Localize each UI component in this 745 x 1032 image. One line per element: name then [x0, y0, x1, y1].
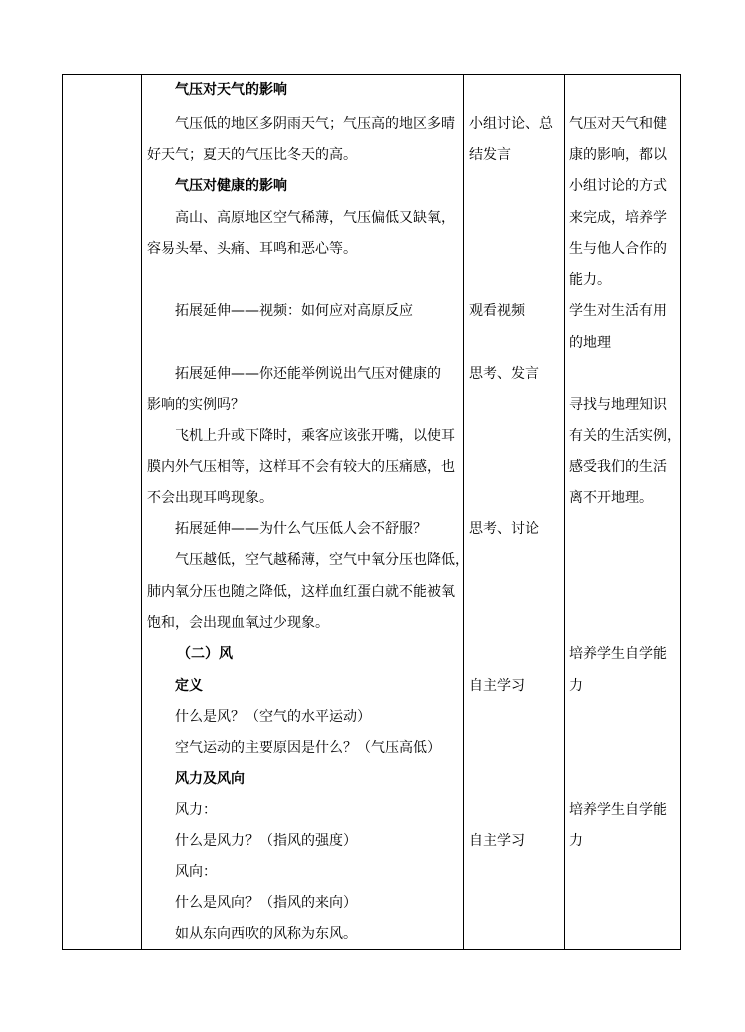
intent-text: 有关的生活实例，: [569, 428, 681, 444]
column-divider-1: [141, 75, 142, 949]
intent-text: 寻找与地理知识: [569, 397, 667, 413]
text-line: 容易头晕、头痛、耳鸣和恶心等。: [147, 241, 357, 257]
heading-force-direction: 风力及风向: [175, 771, 245, 787]
text-line: 高山、高原地区空气稀薄，气压偏低又缺氧，: [175, 210, 455, 226]
text-line: 饱和，会出现血氧过少现象。: [147, 615, 329, 631]
intent-text: 气压对天气和健: [569, 116, 667, 132]
text-line: 膜内外气压相等，这样耳不会有较大的压痛感，也: [147, 459, 455, 475]
activity-text: 结发言: [469, 147, 511, 163]
text-line: 什么是风力？（指风的强度）: [175, 833, 357, 849]
intent-text: 能力。: [569, 272, 611, 288]
heading-pressure-health: 气压对健康的影响: [175, 178, 287, 194]
text-line: 如从东向西吹的风称为东风。: [175, 926, 357, 942]
intent-text: 小组讨论的方式: [569, 178, 667, 194]
activity-text: 思考、发言: [469, 366, 539, 382]
text-line: 气压低的地区多阴雨天气；气压高的地区多晴: [175, 116, 455, 132]
text-line: 风力：: [175, 802, 217, 818]
activity-text: 观看视频: [469, 303, 525, 319]
intent-text: 培养学生自学能: [569, 802, 667, 818]
intent-text: 学生对生活有用: [569, 303, 667, 319]
intent-text: 生与他人合作的: [569, 241, 667, 257]
text-line: 拓展延伸——为什么气压低人会不舒服？: [175, 521, 427, 537]
intent-text: 培养学生自学能: [569, 646, 667, 662]
intent-text: 力: [569, 833, 583, 849]
activity-text: 思考、讨论: [469, 521, 539, 537]
text-line: 影响的实例吗？: [147, 397, 245, 413]
intent-text: 的地理: [569, 335, 611, 351]
activity-text: 自主学习: [469, 678, 525, 694]
heading-definition: 定义: [175, 678, 203, 694]
text-line: 飞机上升或下降时，乘客应该张开嘴，以使耳: [175, 428, 455, 444]
text-line: 肺内氧分压也随之降低，这样血红蛋白就不能被氧: [147, 584, 455, 600]
activity-text: 小组讨论、总: [469, 116, 553, 132]
intent-text: 康的影响，都以: [569, 147, 667, 163]
column-divider-2: [463, 75, 464, 949]
intent-text: 感受我们的生活: [569, 459, 667, 475]
text-line: 什么是风向？（指风的来向）: [175, 895, 357, 911]
activity-text: 自主学习: [469, 833, 525, 849]
heading-pressure-weather: 气压对天气的影响: [175, 82, 287, 98]
text-line: 好天气；夏天的气压比冬天的高。: [147, 147, 357, 163]
intent-text: 来完成，培养学: [569, 210, 667, 226]
text-line: 不会出现耳鸣现象。: [147, 490, 273, 506]
text-line: 拓展延伸——你还能举例说出气压对健康的: [175, 366, 441, 382]
lesson-table: [62, 74, 681, 950]
extension-video: 拓展延伸——视频：如何应对高原反应: [175, 303, 413, 319]
text-line: 空气运动的主要原因是什么？（气压高低）: [175, 740, 441, 756]
column-divider-3: [564, 75, 565, 949]
text-line: 什么是风？（空气的水平运动）: [175, 709, 371, 725]
heading-wind: （二）风: [177, 646, 233, 662]
text-line: 风向：: [175, 864, 217, 880]
intent-text: 离不开地理。: [569, 490, 653, 506]
text-line: 气压越低，空气越稀薄，空气中氧分压也降低，: [175, 552, 469, 568]
intent-text: 力: [569, 678, 583, 694]
